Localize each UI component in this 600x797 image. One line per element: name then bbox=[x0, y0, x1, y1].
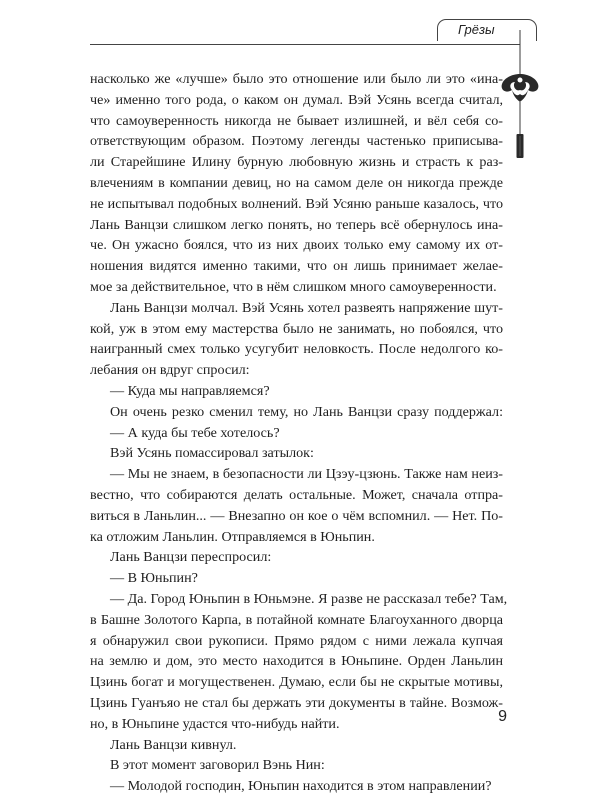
text-line: ношения видятся именно такими, что он лишь принимает желае- bbox=[90, 258, 503, 275]
text-line: — Мы не знаем, в безопасности ли Цзэу-цзюнь. Также нам неиз- bbox=[110, 466, 503, 483]
text-line: — Куда мы направляемся? bbox=[110, 382, 270, 399]
text-line: наигранный смех только усугубит неловкость. После недолгого ко- bbox=[90, 341, 503, 358]
text-line: мое за действительное, что в нём слишком много самоуверенности. bbox=[90, 278, 497, 295]
text-line: на землю и дом, это место находится в Юньпине. Орден Ланьлин bbox=[90, 653, 503, 670]
text-line: в Башне Золотого Карпа, в потайной комнате Благоуханного дворца bbox=[90, 611, 503, 628]
text-line: — А куда бы тебе хотелось? bbox=[110, 424, 280, 441]
text-line: насколько же «лучше» было это отношение или было ли это «ина- bbox=[90, 71, 503, 87]
text-line: ли Старейшине Илину бурную любовную жизнь и страсть к раз- bbox=[90, 154, 503, 171]
page-number: 9 bbox=[498, 708, 507, 725]
text-line: Лань Ванцзи кивнул. bbox=[110, 736, 237, 753]
text-line: Цзинь Гуанъяо не стал бы держать эти документы в тайне. Возмож- bbox=[90, 694, 503, 711]
text-line: Лань Ванцзи молчал. Вэй Усянь хотел развеять напряжение шут- bbox=[110, 299, 503, 316]
text-line: — Молодой господин, Юньпин находится в этом направлении? bbox=[110, 778, 492, 795]
text-line: В этот момент заговорил Вэнь Нин: bbox=[110, 757, 325, 774]
text-line: Он очень резко сменил тему, но Лань Ванцзи сразу поддержал: bbox=[110, 403, 503, 420]
text-line: Цзинь богат и могущественен. Думаю, если бы не скрытые мотивы, bbox=[90, 674, 503, 691]
text-line: лебания он вдруг спросил: bbox=[90, 362, 250, 379]
text-line: че» именно того рода, о каком он думал. Вэй Усянь всегда считал, bbox=[90, 91, 503, 108]
text-line: — Да. Город Юньпин в Юньмэне. Я разве не рассказал тебе? Там, bbox=[110, 590, 508, 607]
text-line: я обнаружил свои рукописи. Прямо рядом с ними лежала купчая bbox=[90, 632, 503, 649]
text-line: ка отложим Ланьлин. Отправляемся в Юньпин. bbox=[90, 528, 375, 545]
running-title: Грёзы bbox=[458, 22, 495, 37]
text-line: ответствующим образом. Поэтому легенды частенько приписыва- bbox=[90, 133, 503, 150]
text-line: вестно, что собираются делать остальные. Может, сначала отпра- bbox=[90, 486, 503, 503]
text-line: Лань Ванцзи переспросил: bbox=[110, 549, 272, 566]
text-line: не испытывал подобных волнений. Вэй Усяню раньше казалось, что bbox=[90, 195, 503, 212]
text-line: че. Он ужасно боялся, что из них двоих только ему самому их от- bbox=[90, 237, 503, 254]
text-line: Вэй Усянь помассировал затылок: bbox=[110, 445, 314, 462]
text-line: виться в Ланьлин... — Внезапно он кое о чём вспомнил. — Нет. По- bbox=[90, 507, 503, 524]
header-rule bbox=[90, 44, 520, 45]
text-line: что самоуверенность никогда не бывает излишней, и вёл себя со- bbox=[90, 112, 503, 129]
text-line: Лань Ванцзи слишком легко понять, но теперь всё обернулось ина- bbox=[90, 216, 503, 233]
text-line: кой, уж в этом ему мастерства было не занимать, но побоялся, что bbox=[90, 320, 503, 337]
body-text bbox=[90, 69, 508, 797]
text-line: но, в Юньпине удастся что-нибудь найти. bbox=[90, 715, 340, 732]
text-line: влечениям в компании девиц, но на самом деле он никогда прежде bbox=[90, 174, 503, 191]
text-line: — В Юньпин? bbox=[110, 570, 198, 587]
